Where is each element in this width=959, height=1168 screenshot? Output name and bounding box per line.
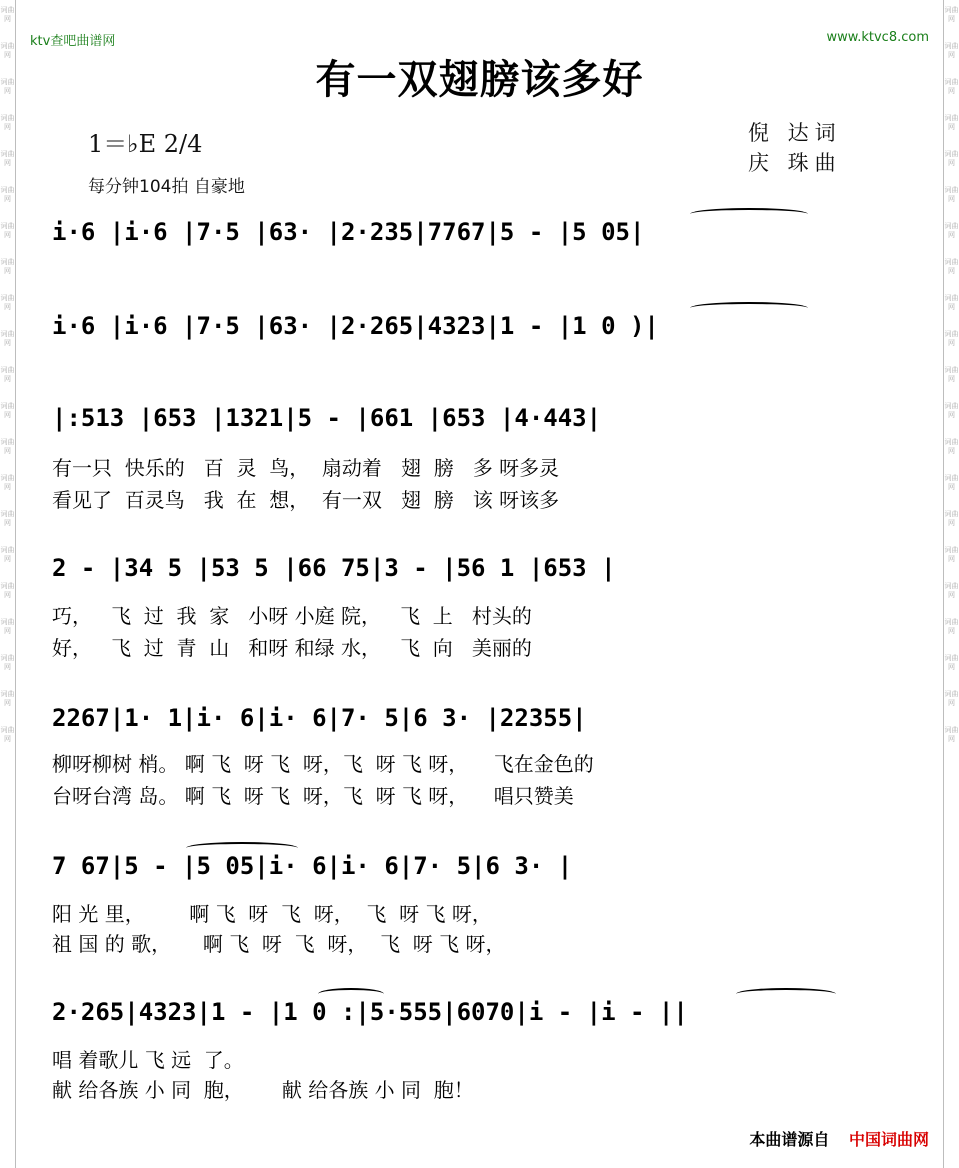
right-watermark-strip: 词曲网 词曲网 词曲网 词曲网 词曲网 词曲网 词曲网 词曲网 词曲网 词曲网 词曲网 词曲网 词曲网 词曲网 词曲网 词曲网 词曲网 词曲网 词曲网 词曲网 词曲网 xyxy=(943,0,959,1168)
lyric-verse-1-line-1: 有一只 快乐的 百 灵 鸟， 扇动着 翅 膀 多 呀多灵 xyxy=(52,456,560,480)
lyric-verse-2-line-3: 台呀台湾 岛。 啊 飞 呀 飞 呀，飞 呀 飞 呀， 唱只赞美 xyxy=(52,784,574,808)
composer-credit: 庆 珠曲 xyxy=(748,151,842,175)
left-watermark-strip: 词曲网 词曲网 词曲网 词曲网 词曲网 词曲网 词曲网 词曲网 词曲网 词曲网 词曲网 词曲网 词曲网 词曲网 词曲网 词曲网 词曲网 词曲网 词曲网 词曲网 词曲网 xyxy=(0,0,16,1168)
tie-mark xyxy=(690,208,808,220)
lyric-verse-2-line-5: 献 给各族 小 同 胞， 献 给各族 小 同 胞！ xyxy=(52,1078,474,1102)
score-line-3: |:513 |653 |1321|5 - |661 |653 |4·443| xyxy=(52,404,602,432)
site-link-right[interactable]: www.ktvc8.com xyxy=(826,30,929,45)
site-link-left[interactable]: ktv查吧曲谱网 xyxy=(30,34,116,49)
tie-mark xyxy=(736,988,836,1000)
score-line-7: 2·265|4323|1 - |1 0 :|5·555|6070|i - |i - || xyxy=(52,998,688,1026)
tie-mark xyxy=(186,842,298,854)
credits xyxy=(748,118,842,178)
lyric-verse-1-line-2: 巧， 飞 过 我 家 小呀 小庭 院， 飞 上 村头的 xyxy=(52,604,532,628)
lyricist-credit: 倪 达词 xyxy=(748,121,842,145)
score-line-4: 2 - |34 5 |53 5 |66 75|3 - |56 1 |653 | xyxy=(52,554,616,582)
tie-mark xyxy=(690,302,808,314)
tie-mark xyxy=(318,988,384,1000)
source-brand-link[interactable]: 中国词曲网 xyxy=(848,1130,929,1149)
source-label: 本曲谱源自 xyxy=(749,1130,830,1149)
lyric-verse-2-line-4: 祖 国 的 歌， 啊 飞 呀 飞 呀， 飞 呀 飞 呀， xyxy=(52,932,506,956)
lyric-verse-1-line-4: 阳 光 里， 啊 飞 呀 飞 呀， 飞 呀 飞 呀， xyxy=(52,902,492,926)
lyric-verse-2-line-1: 看见了 百灵鸟 我 在 想， 有一双 翅 膀 该 呀该多 xyxy=(52,488,560,512)
tempo-marking: 每分钟104拍 自豪地 xyxy=(88,177,245,197)
source-credit xyxy=(749,1127,929,1150)
lyric-verse-2-line-2: 好， 飞 过 青 山 和呀 和绿 水， 飞 向 美丽的 xyxy=(52,636,532,660)
lyric-verse-1-line-5: 唱 着歌儿 飞 远 了。 xyxy=(52,1048,244,1072)
score-line-6: 7 67|5 - |5 05|i· 6|i· 6|7· 5|6 3· | xyxy=(52,852,573,880)
score-line-5: 2267|1· 1|i· 6|i· 6|7· 5|6 3· |22355| xyxy=(52,704,587,732)
score-line-1: i·6 |i·6 |7·5 |63· |2·235|7767|5 - |5 05| xyxy=(52,218,645,246)
key-signature: 1＝♭E 2/4 xyxy=(88,130,203,158)
lyric-verse-1-line-3: 柳呀柳树 梢。 啊 飞 呀 飞 呀，飞 呀 飞 呀， 飞在金色的 xyxy=(52,752,594,776)
score-line-2: i·6 |i·6 |7·5 |63· |2·265|4323|1 - |1 0 )| xyxy=(52,312,659,340)
song-title: 有一双翅膀该多好 xyxy=(315,57,644,103)
